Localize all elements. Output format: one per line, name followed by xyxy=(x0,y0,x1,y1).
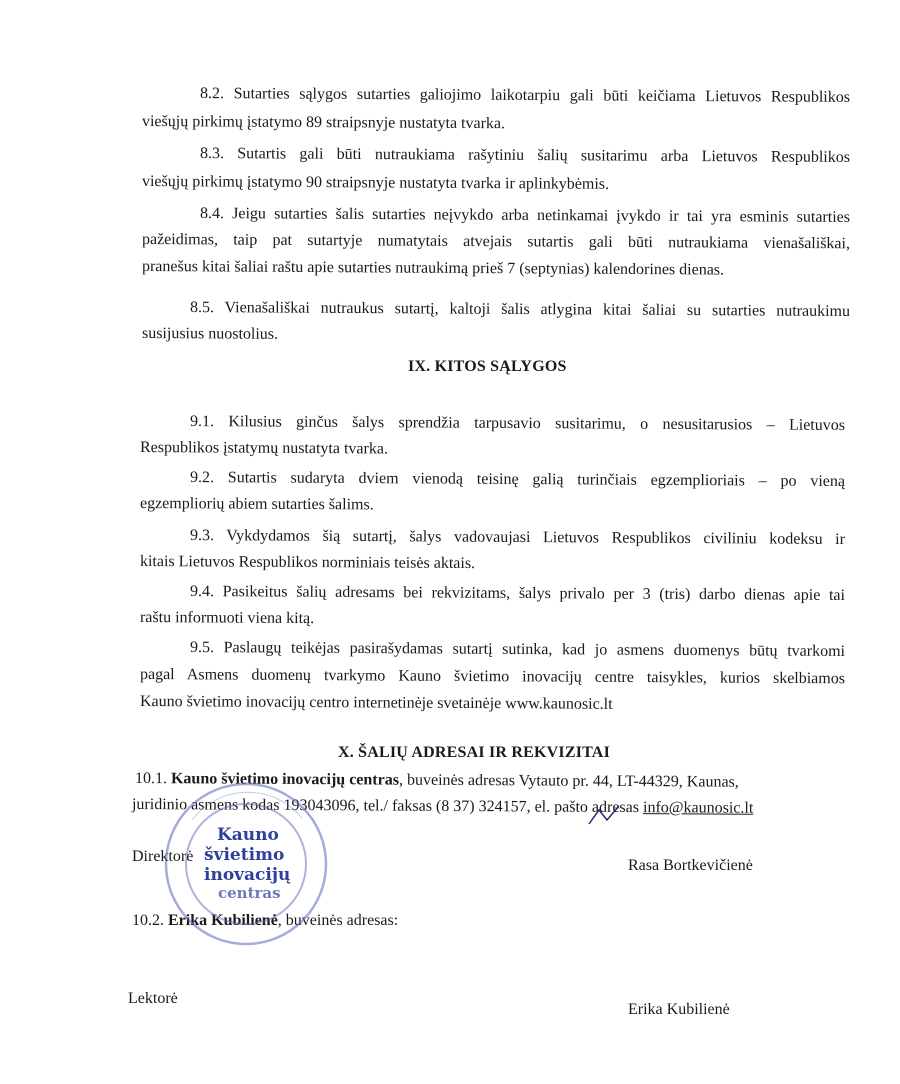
paragraph-10-1-line-2 xyxy=(132,795,753,819)
paragraph-10-2-number: 10.2. xyxy=(132,912,164,929)
paragraph-9-5-line-3: Kauno švietimo inovacijų centro internetinėje svetainėje www.kaunosic.lt xyxy=(139,693,613,713)
paragraph-10-1-line-1 xyxy=(135,769,739,793)
organization-name: Kauno švietimo inovacijų centras xyxy=(170,770,400,789)
section-10-heading: X. ŠALIŲ ADRESAI IR REKVIZITAI xyxy=(338,744,610,761)
section-9-heading: IX. KITOS SĄLYGOS xyxy=(408,358,567,375)
paragraph-9-3-line-2: kitais Lietuvos Respublikos norminiais teisės aktais. xyxy=(139,553,476,573)
paragraph-9-4-line-1: 9.4. Pasikeitus šalių adresams bei rekvizitams, šalys privalo per 3 (tris) darbo dienas apie tai xyxy=(189,583,846,605)
paragraph-8-3-line-1: 8.3. Sutartis gali būti nutraukiama rašytiniu šalių susitarimu arba Lietuvos Respublikos xyxy=(199,145,851,166)
paragraph-9-3-line-1: 9.3. Vykdydamos šią sutartį, šalys vadovaujasi Lietuvos Respublikos civiliniu kodeksu ir xyxy=(189,527,846,549)
stamp-line-1: Kauno xyxy=(217,825,279,845)
paragraph-9-5-line-1: 9.5. Paslaugų teikėjas pasirašydamas sutartį sutinka, kad jo asmens duomenys būtų tvarkomi xyxy=(189,639,846,661)
paragraph-9-2-line-2: egzempliorių abiem sutarties šalims. xyxy=(139,495,374,514)
paragraph-9-2-line-1: 9.2. Sutartis sudaryta dviem vienodą teisinę galią turinčiais egzemplioriais – po vieną xyxy=(189,469,846,491)
paragraph-9-4-line-2: raštu informuoti viena kitą. xyxy=(139,609,315,628)
stamp-line-2: švietimo xyxy=(204,845,285,865)
paragraph-10-2-address: , buveinės adresas: xyxy=(277,912,399,929)
paragraph-8-5-line-2: susijusius nuostolius. xyxy=(141,325,279,343)
paragraph-8-3-line-2: viešųjų pirkimų įstatymo 90 straipsnyje nustatyta tvarka ir aplinkybėmis. xyxy=(141,173,610,193)
director-name: Rasa Bortkevičienė xyxy=(628,857,753,874)
paragraph-10-1-address: , buveinės adresas Vytauto pr. 44, LT-44329, Kaunas, xyxy=(398,771,739,791)
paragraph-9-1-line-2: Respublikos įstatymų nustatyta tvarka. xyxy=(139,439,389,458)
paragraph-8-4-line-1: 8.4. Jeigu sutarties šalis sutarties neįvykdo arba netinkamai įvykdo ir tai yra esminis sutarties xyxy=(199,205,851,226)
director-label: Direktorė xyxy=(132,848,194,865)
paragraph-10-2-line xyxy=(132,911,398,931)
stamp-line-3: inovacijų xyxy=(204,865,291,885)
lecturer-label: Lektorė xyxy=(128,990,178,1007)
paragraph-10-1-number: 10.1. xyxy=(134,770,168,788)
paragraph-8-4-line-3: pranešus kitai šaliai raštu apie sutarties nutraukimą prieš 7 (septynias) kalendorines dienas. xyxy=(141,258,725,279)
paragraph-8-4-line-2: pažeidimas, taip pat sutartyje numatytais atvejais sutartis gali būti nutraukiama vienašališkai, xyxy=(141,231,851,253)
paragraph-8-5-line-1: 8.5. Vienašališkai nutraukus sutartį, kaltoji šalis atlygina kitai šaliai su sutarties nutraukimu xyxy=(189,299,851,321)
paragraph-8-2-line-2: viešųjų pirkimų įstatymo 89 straipsnyje nustatyta tvarka. xyxy=(141,113,506,133)
organization-code-and-contacts: juridinio asmens kodas 193043096, tel./ faksas (8 37) 324157, el. pašto adresas xyxy=(131,796,640,817)
lecturer-name-bold: Erika Kubilienė xyxy=(168,912,278,929)
paragraph-9-5-line-2: pagal Asmens duomenų tvarkymo Kauno švietimo inovacijų centre taisykles, kurios skelbiamos xyxy=(139,666,846,688)
stamp-line-4: centras xyxy=(218,884,281,902)
email-link[interactable]: info@kaunosic.lt xyxy=(642,799,754,817)
paragraph-8-2-line-1: 8.2. Sutarties sąlygos sutarties galiojimo laikotarpiu gali būti keičiama Lietuvos Respublikos xyxy=(199,85,851,106)
director-signature xyxy=(585,800,625,830)
paragraph-9-1-line-1: 9.1. Kilusius ginčus šalys sprendžia tarpusavio susitarimu, o nesusitarusios – Lietuvos xyxy=(189,413,846,435)
lecturer-name: Erika Kubilienė xyxy=(628,1001,730,1018)
